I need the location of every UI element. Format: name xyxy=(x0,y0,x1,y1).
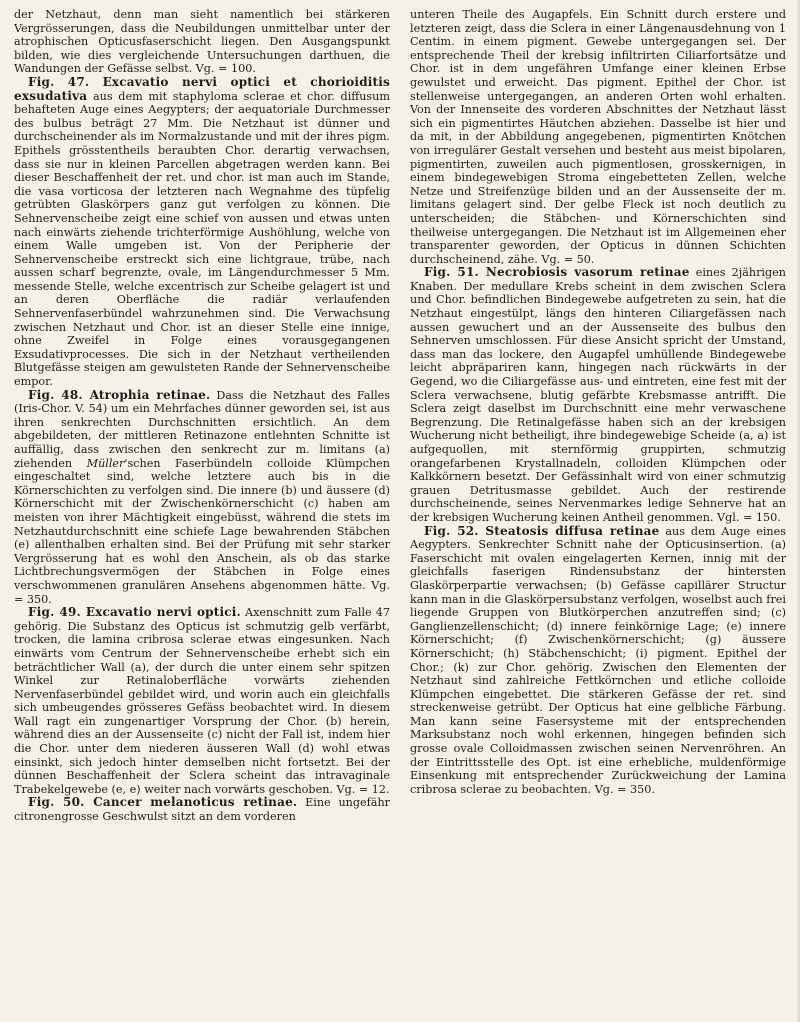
fig-47-text: aus dem mit staphyloma sclerae et chor. diffusum behafteten Auge eines Aegypters; der aequatoriale Durchmesser des bulbus beträgt 27 Mm. Die Netzhaut ist dünner und durchscheinender als im Normalzustande und mit der ihres pigm. Epithels grösstentheils beraubten Chor. derartig verwachsen, dass sie nur in kleinen Parcellen abgetragen werden kann. Bei dieser Beschaffenheit der ret. und chor. ist man auch im Stande, die vasa vorticosa der letzteren nach Wegnahme des tüpfelig getrübten Glaskörpers ganz gut verfolgen zu können. Die Sehnervenscheibe zeigt eine schief von aussen und etwas unten nach einwärts ziehende trichterförmige Aushöhlung, welche von einem Walle umgeben ist. Von der Peripherie der Sehnervenscheibe erstreckt sich eine lichtgraue, trübe, nach aussen scharf begrenzte, ovale, im Längendurchmesser 5 Mm. messende Stelle, welche excentrisch zur Scheibe gelagert ist und an deren Oberfläche die radiär verlaufenden Sehnervenfaserbündel wahrzunehmen sind. Die Verwachsung zwischen Netzhaut und Chor. ist an dieser Stelle eine innige, ohne Zweifel in Folge eines vorausgegangenen Exsudativprocesses. Die sich in der Netzhaut vertheilenden Blutgefässe steigen am gewulsteten Rande der Sehnervenscheibe empor. xyxy=(14,89,390,389)
fig-48-name: Müller xyxy=(86,456,125,470)
page-edge-shadow xyxy=(796,0,800,1022)
fig-48-text-b: 'schen Faserbündeln colloide Klümpchen eingeschaltet sind, welche letztere auch bis in die Körnerschichten zu verfolgen sind. Die innere (b) und äussere (d) Körnerschicht mit der Zwischenkörnerschicht (c) haben am meisten von ihrer Mächtigkeit eingebüsst, während die stets im Netzhautdurchschnitt eine schiefe Lage bewahrenden Stäbchen (e) allenthalben erhalten sind. Bei der Prüfung mit sehr starker Vergrösserung hat es wohl den Anschein, als ob das starke Lichtbrechungsvermögen der Stäbchen in Folge eines verschwommenen granulären Ansehens abgenommen hätte. Vg. = 350. xyxy=(14,456,390,606)
fig-50-heading: Fig. 50. Cancer melanoticus retinae. xyxy=(28,795,298,810)
fig-48-paragraph xyxy=(14,389,390,607)
fig-49-heading: Fig. 49. Excavatio nervi optici. xyxy=(28,605,241,620)
fig-51-paragraph xyxy=(410,266,786,524)
fig-49-text: Axenschnitt zum Falle 47 gehörig. Die Substanz des Opticus ist schmutzig gelb verfärbt, trocken, die lamina cribrosa sclerae etwas eingesunken. Nach einwärts vom Centrum der Sehnervenscheibe erhebt sich ein beträchtlicher Wall (a), der durch die unter einem sehr spitzen Winkel zur Retinaloberfläche vorwärts ziehenden Nervenfaserbündel gebildet wird, und worin auch ein gleichfalls sich umbeugendes grösseres Gefäss beobachtet wird. In diesem Wall ragt ein zungenartiger Vorsprung der Chor. (b) herein, während dies an der Aussenseite (c) nicht der Fall ist, indem hier die Chor. unter dem niederen äusseren Wall (d) wohl etwas einsinkt, sich jedoch hinter demselben nicht fortsetzt. Bei der dünnen Beschaffenheit der Sclera scheint das intravaginale Trabekelgewebe (e, e) weiter nach vorwärts geschoben. Vg. = 12. xyxy=(14,606,390,796)
fig-52-heading: Fig. 52. Steatosis diffusa retinae xyxy=(424,523,660,538)
continued-paragraph: der Netzhaut, denn man sieht namentlich bei stärkeren Vergrösserungen, dass die Neubildungen unmittelbar unter der atrophischen Opticusfaserschicht liegen. Den Ausgangspunkt bilden, wie dies vergleichende Untersuchungen darthuen, die Wandungen der Gefässe selbst. Vg. = 100. xyxy=(14,8,390,76)
fig-49-paragraph xyxy=(14,606,390,796)
fig-52-text: aus dem Auge eines Aegypters. Senkrechter Schnitt nahe der Opticusinsertion. (a) Faserschicht mit ovalen eingelagerten Kernen, innig mit der gleichfalls faserigen Rindensubstanz der hintersten Glaskörperpartie verwachsen; (b) Gefässe capillärer Structur kann man in die Glaskörpersubstanz verfolgen, woselbst auch frei liegende Gruppen von Blutkörperchen anzutreffen sind; (c) Ganglienzellenschicht; (d) innere feinkörnige Lage; (e) innere Körnerschicht; (f) Zwischenkörnerschicht; (g) äussere Körnerschicht; (h) Stäbchenschicht; (i) pigment. Epithel der Chor.; (k) zur Chor. gehörig. Zwischen den Elementen der Netzhaut sind zahlreiche Fettkörnchen und etliche colloide Klümpchen eingebettet. Die stärkeren Gefässe der ret. sind streckenweise getrübt. Der Opticus hat eine gelbliche Färbung. Man kann seine Fasersysteme mit der entsprechenden Marksubstanz noch wohl erkennen, hingegen befinden sich grosse ovale Colloidmassen zwischen seinen Nervenröhren. An der Eintrittsstelle des Opt. ist eine erhebliche, muldenförmige Einsenkung mit entsprechender Zurückweichung der Lamina cribrosa sclerae zu beobachten. Vg. = 350. xyxy=(410,524,786,796)
fig-51-heading: Fig. 51. Necrobiosis vasorum retinae xyxy=(424,265,690,280)
fig-47-paragraph xyxy=(14,76,390,389)
fig-50-text: Eine ungefähr citronengrosse Geschwulst sitzt an dem vorderen xyxy=(14,796,390,824)
fig-50-paragraph xyxy=(14,796,390,823)
two-column-layout xyxy=(14,8,786,1012)
right-column xyxy=(410,8,786,1012)
fig-50-continued-paragraph: unteren Theile des Augapfels. Ein Schnitt durch erstere und letzteren zeigt, dass die Sclera in einer Längenausdehnung von 1 Centim. in einem pigment. Gewebe untergegangen sei. Der entsprechende Theil der krebsig infiltrirten Ciliarfortsätze und Chor. ist in dem ungefähren Umfange einer kleinen Erbse gewulstet und erweicht. Das pigment. Epithel der Chor. ist stellenweise untergegangen, an anderen Orten wohl erhalten. Von der Innenseite des vorderen Abschnittes der Netzhaut lässt sich ein pigmentirtes Häutchen abziehen. Dasselbe ist hier und da mit, in der Abbildung angegebenen, pigmentirten Knötchen von irregulärer Gestalt versehen und besteht aus meist bipolaren, pigmentirten, zuweilen auch pigmentlosen, grosskernigen, in einem bindegewebigen Stroma eingebetteten Zellen, welche Netze und Streifenzüge bilden und an der Aussenseite der m. limitans gelagert sind. Der gelbe Fleck ist noch deutlich zu unterscheiden; die Stäbchen- und Körnerschichten sind theilweise untergegangen. Die Netzhaut ist im Allgemeinen eher transparenter geworden, der Opticus in dünnen Schichten durchscheinend, zähe. Vg. = 50. xyxy=(410,8,786,266)
fig-51-text: eines 2jährigen Knaben. Der medullare Krebs scheint in dem zwischen Sclera und Chor. befindlichen Bindegewebe aufgetreten zu sein, hat die Netzhaut eingestülpt, längs den hinteren Ciliargefässen nach aussen gewuchert und an der Aussenseite des bulbus den Sehnerven umschlossen. Für diese Ansicht spricht der Umstand, dass man das lockere, den Augapfel umhüllende Bindegewebe leicht abpräpariren kann, hingegen nach rückwärts in der Gegend, wo die Ciliargefässe aus- und eintreten, eine fest mit der Sclera verwachsene, blutig gefärbte Krebsmasse antrifft. Die Sclera zeigt daselbst im Durchschnitt eine mehr verwaschene Begrenzung. Die Retinalgefässe haben sich an der krebsigen Wucherung nicht betheiligt, ihre bindegewebige Scheide (a, a) ist aufgequollen, mit sternförmig gruppirten, schmutzig orangefarbenen Krystallnadeln, colloiden Klümpchen oder Kalkkörnern besetzt. Der Gefässinhalt wird von einer schmutzig grauen Detritusmasse gebildet. Auch der restirende durchscheinende, seines Nervenmarkes ledige Sehnerve hat an der krebsigen Wucherung keinen Antheil genommen. Vgl. = 150. xyxy=(410,266,786,524)
fig-48-text-a: Dass die Netzhaut des Falles (Iris-Chor. V. 54) um ein Mehrfaches dünner geworden sei, ist aus ihren senkrechten Durchschnitten ersichtlich. An dem abgebildeten, der mittleren Retinazone entlehnten Schnitte ist auffällig, dass zwischen den senkrecht zur m. limitans (a) ziehenden xyxy=(14,388,390,470)
left-column xyxy=(14,8,390,1012)
fig-48-heading: Fig. 48. Atrophia retinae. xyxy=(28,387,211,402)
fig-47-heading: Fig. 47. Excavatio nervi optici et chorioiditis exsudativa xyxy=(14,74,390,103)
fig-52-paragraph xyxy=(410,525,786,797)
